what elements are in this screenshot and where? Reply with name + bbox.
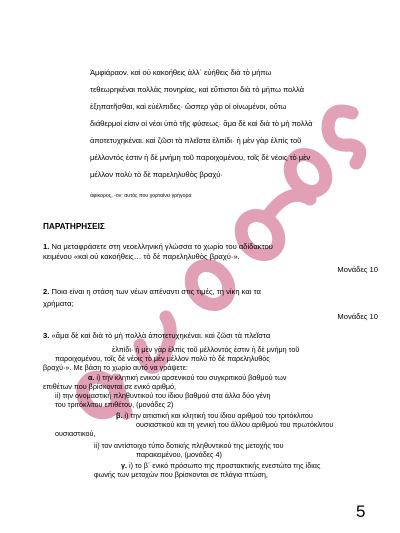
question-3a-text: i) την κλητική ενικού αρσενικού του συγκριτικού βαθμού των	[94, 373, 287, 382]
passage-line: ἀποτετυχηκέναι. καὶ ζῶσι τὰ πλεῖστα ἐλπίδι· ἡ μὲν γὰρ ἐλπὶς τοῦ	[90, 136, 302, 145]
question-3a-line-3: ii) την ονομαστική πληθυντικού του ίδιου βαθμού στα άλλα δύο γένη	[55, 391, 271, 400]
passage-line: μέλλον πολὺ τὸ δὲ παρεληλυθὸς βραχύ·	[90, 170, 223, 179]
question-3-line-4: βραχύ·». Με βάση το χωρίο αυτό να γράψετε:	[43, 363, 188, 372]
question-3c-line-2: φωνής των μετοχών που βρίσκονται σε πλάγια πτώση,	[94, 470, 268, 479]
question-3b-line-1	[116, 411, 313, 420]
gloss-note: ἀφίκορος, -ον: αυτός που χορταίνει γρήγορα	[90, 193, 192, 199]
question-3-line-3: παροιχομένου, τοῖς δὲ νέοις τὸ μὲν μέλλον πολὺ τὸ δὲ παρεληλυθὸς	[55, 354, 270, 363]
question-3-line-1	[43, 331, 270, 341]
question-2-marks: Μονάδες 10	[337, 312, 378, 321]
passage-line: Ἀμφιάραον. καὶ οὐ κακοήθεις ἀλλ᾽ εὐήθεις διὰ τὸ μήπω	[90, 68, 272, 77]
question-3b-text: i) την αιτιατική και κλητική του ίδιου αριθμού του τριτόκλιτου	[122, 411, 313, 420]
question-1-text: Να μεταφράσετε στη νεοελληνική γλώσσα το χωρίο του αδίδακτου	[49, 242, 273, 251]
question-1-line-2: κειμένου «καὶ οὐ κακοήθεις… τὸ δὲ παρεληλυθὸς βραχύ·».	[43, 252, 240, 261]
question-1-marks: Μονάδες 10	[337, 265, 378, 274]
question-3a-line-1	[88, 373, 286, 382]
question-3a-line-4: του τριτόκλιτου επιθέτου, (μονάδες 2)	[55, 400, 174, 409]
passage-line: ἐξηπατῆσθαι, καὶ εὐέλπιδες· ὥσπερ γὰρ οἱ οἰνωμένοι, οὕτω	[90, 102, 287, 111]
question-3b-line-2: ουσιαστικού και τη γενική του άλλου αριθμού του πρωτόκλιτου	[136, 420, 334, 429]
question-3a-line-2: επιθέτων που βρίσκονται σε ενικό αριθμό,	[43, 382, 177, 391]
page-number: 5	[356, 502, 366, 521]
question-3c-text: i) το β΄ ενικό πρόσωπο της προστακτικής ενεστώτα της ίδιας	[127, 461, 321, 470]
question-2-line-2: χρήματα;	[43, 299, 74, 308]
question-3b-line-3: ουσιαστικού,	[55, 429, 96, 438]
question-3b-line-4: ii) τον αντίστοιχο τύπο δοτικής πληθυντικού της μετοχής του	[94, 441, 284, 450]
question-3c-line-1	[121, 461, 320, 470]
section-heading: ΠΑΡΑΤΗΡΗΣΕΙΣ	[43, 222, 105, 231]
passage-line: διάθερμοί εἰσιν οἱ νέοι ὑπὸ τῆς φύσεως· ἅμα δὲ καὶ διὰ τὸ μὴ πολλὰ	[90, 119, 313, 128]
question-2-text: Ποια είναι η στάση των νέων απέναντι στις τιμές, τη νίκη και τα	[49, 287, 261, 296]
question-1-number: 1.	[43, 242, 50, 251]
passage-line: τεθεωρηκέναι πολλὰς πονηρίας, καὶ εὔπιστοι διὰ τὸ μήπω πολλὰ	[90, 85, 304, 94]
question-1-line-1	[43, 242, 273, 252]
question-3-number: 3.	[43, 331, 50, 340]
passage-line: μέλλοντός ἐστιν ἡ δὲ μνήμη τοῦ παροιχομένου, τοῖς δὲ νέοις τὸ μὲν	[90, 153, 311, 162]
question-3-line-2: ἐλπίδι· ἡ μὲν γὰρ ἐλπὶς τοῦ μέλλοντός ἐστιν ἡ δὲ μνήμη τοῦ	[112, 345, 300, 354]
question-3b-label: β.	[116, 411, 123, 420]
question-3-text: «ἅμα δὲ καὶ διὰ τὸ μὴ πολλὰ ἀποτετυχηκέναι. καὶ ζῶσι τὰ πλεῖστα	[49, 331, 271, 340]
question-2-number: 2.	[43, 287, 50, 296]
question-3b-line-5: παρακειμένου, (μονάδες 4)	[136, 450, 222, 459]
question-2-line-1	[43, 287, 261, 297]
question-3a-label: α.	[88, 373, 95, 382]
question-3c-label: γ.	[121, 461, 127, 470]
